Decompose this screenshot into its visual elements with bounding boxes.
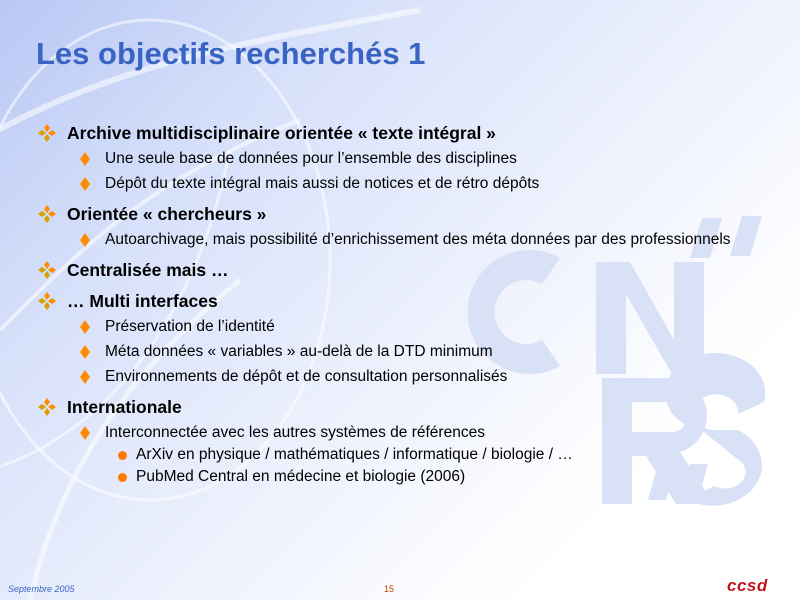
bullet-item-level-1	[38, 122, 738, 144]
bullet-item-level-2	[38, 342, 738, 362]
diamond-bullet-icon	[80, 370, 90, 384]
footer-date: Septembre 2005	[8, 584, 75, 594]
bullet-text: Internationale	[67, 397, 182, 417]
dot-bullet-icon	[118, 473, 127, 482]
bullet-text: Archive multidisciplinaire orientée « texte intégral »	[67, 123, 496, 143]
bullet-item-level-2	[38, 367, 738, 387]
bullet-text: Interconnectée avec les autres systèmes de références	[105, 424, 485, 441]
bullet-text: Environnements de dépôt et de consultation personnalisés	[105, 368, 508, 385]
diamond-cluster-bullet-icon	[38, 124, 56, 142]
diamond-bullet-icon	[80, 426, 90, 440]
bullet-item-level-1	[38, 290, 738, 312]
diamond-cluster-bullet-icon	[38, 261, 56, 279]
bullet-item-level-1	[38, 203, 738, 225]
bullet-text: Autoarchivage, mais possibilité d’enrichissement des méta données par des professionnels	[105, 231, 731, 248]
diamond-bullet-icon	[80, 345, 90, 359]
bullet-item-level-2	[38, 317, 738, 337]
bullet-text: ArXiv en physique / mathématiques / informatique / biologie / …	[136, 446, 573, 463]
bullet-text: Une seule base de données pour l’ensemble des disciplines	[105, 150, 517, 167]
bullet-item-level-2	[38, 174, 738, 194]
bullet-item-level-2	[38, 149, 738, 169]
bullet-text: Méta données « variables » au-delà de la DTD minimum	[105, 343, 493, 360]
diamond-bullet-icon	[80, 233, 90, 247]
bullet-text: Dépôt du texte intégral mais aussi de notices et de rétro dépôts	[105, 175, 540, 192]
bullet-item-level-1	[38, 259, 738, 281]
bullet-item-level-1	[38, 396, 738, 418]
dot-bullet-icon	[118, 451, 127, 460]
bullet-text: … Multi interfaces	[67, 291, 218, 311]
page-number: 15	[384, 584, 395, 594]
diamond-cluster-bullet-icon	[38, 292, 56, 310]
bullet-text: Orientée « chercheurs »	[67, 204, 267, 224]
bullet-text: PubMed Central en médecine et biologie (2006)	[136, 468, 466, 485]
diamond-bullet-icon	[80, 177, 90, 191]
bullet-item-level-2	[38, 230, 738, 250]
bullet-item-level-2	[38, 423, 738, 443]
ccsd-logo: ccsd	[727, 576, 768, 595]
bullet-text: Centralisée mais …	[67, 260, 229, 280]
bullet-text: Préservation de l’identité	[105, 318, 275, 335]
diamond-cluster-bullet-icon	[38, 205, 56, 223]
slide-title: Les objectifs recherchés 1	[36, 36, 426, 71]
diamond-cluster-bullet-icon	[38, 398, 56, 416]
bullet-item-level-3	[38, 467, 738, 487]
diamond-bullet-icon	[80, 320, 90, 334]
bullet-item-level-3	[38, 445, 738, 465]
bullet-list	[38, 122, 738, 487]
diamond-bullet-icon	[80, 152, 90, 166]
